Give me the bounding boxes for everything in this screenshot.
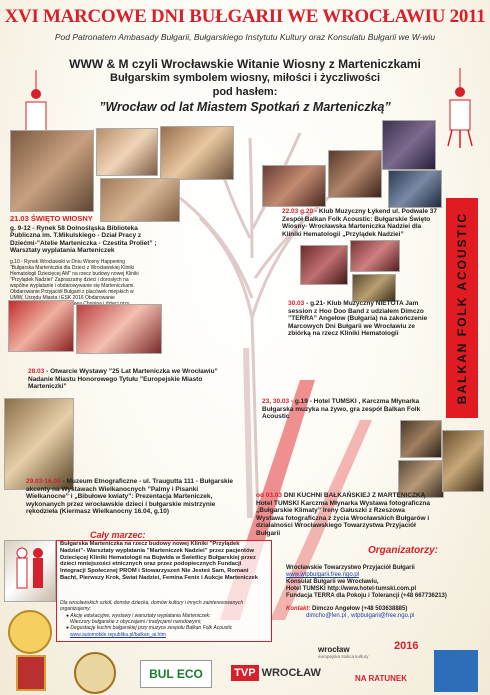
event-30-03-date: 30.03 xyxy=(288,300,305,307)
month-bullet-2-text: Degustację kuchni bułgarskiej przy muzyce zespołu Balkan Folk Acoustic xyxy=(70,625,233,631)
contact-label: Kontakt: xyxy=(286,606,311,612)
photo-children-1 xyxy=(8,300,74,352)
event-23-30-03-body: - g.19 - Hotel TUMSKI , Karczma Młynarka Bułgarska muzyka na żywo, gra zespół Balkan Folk Acoustic xyxy=(262,398,421,420)
photo-hotel-3 xyxy=(442,430,484,492)
event-30-03-body: - g.21- Klub Muzyczny NIETOTA Jam session z Hoo Doo Band z udziałem Dimczo ”TERRA” Angełow (Bułgaria) na zakończenie Marcowych Dni Bułgarii we Wrocławiu ze zbiórką na rzecz Kliniki Hematologii xyxy=(288,300,428,337)
event-od-03-03 xyxy=(256,492,431,537)
event-21-03-body: g. 9-12 - Rynek 58 Dolnośląska Biblioteka Publiczna im. T.Mikulskiego - Dział Pracy z Dziećmi-”Atelie Marteniczka - Czestita Proliet” ; Warsztaty wyplatania Marteniczek xyxy=(10,224,157,254)
month-heading: Cały marzec: xyxy=(90,530,146,540)
photo-children-2 xyxy=(76,304,162,354)
event-22-03-body: - Klub Muzyczny Łykend ul. Podwale 37 Zespół Balkan Folk Acoustic: Bułgarskie Święto Wiosny- Wrocławska Marteniczka Nadziei dla Kliniki Hematologii „Przylądek Nadziei” xyxy=(282,208,437,238)
event-21-03 xyxy=(10,215,160,313)
contact-email[interactable]: dimcho@fen.pl , wtpbulgarii@free.ngo.pl xyxy=(306,613,415,619)
na-ratunek-text: NA RATUNEK xyxy=(355,673,407,683)
month-invite: Dla wrocławskich szkół, domów dziecka, domów kultury i innych zainteresowanych organizujemy: xyxy=(60,600,244,612)
event-23-30-03 xyxy=(262,398,432,421)
photo-band-1 xyxy=(382,120,436,170)
photo-band-2 xyxy=(328,150,382,198)
month-bullet-1: ● Akcje edukacyjne, wystawy i warsztaty wyplatania Marteniczek: xyxy=(66,613,211,619)
event-29-03-16-04-date: 29.03-16.04 xyxy=(26,478,61,485)
photo-workshop-1 xyxy=(10,130,94,212)
organizer-3: Hotel TUMSKI http://www.hotel-tumski.com.pl xyxy=(286,586,417,592)
photo-band-4 xyxy=(388,170,442,208)
headline-symbol: Bułgarskim symbolem wiosny, miłości i życzliwości xyxy=(110,72,380,84)
month-bullet-1b-text: Wieczory bułgarskie z obyczajami i tradycjami narodowymi; xyxy=(70,619,202,625)
event-od-03-03-date: od 03.03 xyxy=(256,492,283,499)
organizer-4: Fundacja TERRA dla Pokoju i Tolerancji (+48 667736213) xyxy=(286,593,447,599)
patronage-text: Pod Patronatem Ambasady Bułgarii, Bułgarskiego Instytutu Kultury oraz Konsulatu Bułgarii we W-wiu xyxy=(54,32,436,42)
event-29-03-16-04 xyxy=(26,478,236,516)
bulgarian-crest-logo xyxy=(74,652,116,694)
wroclaw-sub: europejska stolica kultury xyxy=(318,654,369,659)
balkan-folk-acoustic-banner xyxy=(446,198,478,418)
event-21-03-date: 21.03 ŚWIĘTO WIOSNY xyxy=(10,214,93,223)
headline-www: WWW & M czyli Wrocławskie Witanie Wiosny z Marteniczkami xyxy=(69,57,421,71)
event-28-03 xyxy=(28,368,228,391)
photo-concert-3 xyxy=(352,274,396,302)
event-29-03-16-04-body: - Muzeum Etnograficzne - ul. Traugutta 111 - Bułgarskie akcenty na Wystawach Wielkanocnych ”Palmy i Pisanki Wielkanocne” i „Bibułowe kwiaty”: Prezentacja Marteniczek, wykonanych przez wrocławskie dzieci i bułgarskie mistrzynie rękodzieła (Kiermasz Wielkanocny 16.04, g.10) xyxy=(26,478,233,515)
event-23-30-03-date: 23, 30.03 xyxy=(262,398,290,405)
hospital-logo xyxy=(434,650,478,692)
photo-hotel-1 xyxy=(400,420,442,458)
tvp-city: WROCŁAW xyxy=(261,667,321,679)
tvp-text: TVP xyxy=(231,665,258,681)
photo-band-3 xyxy=(262,165,326,207)
organizer-1: Wrocławskie Towarzystwo Przyjaciół Bułgarii xyxy=(286,565,415,571)
headline-motto-label: pod hasłem: xyxy=(212,86,278,98)
banner-text: BALKAN FOLK ACOUSTIC xyxy=(455,211,469,405)
bul-eco-text: BUL ECO xyxy=(149,667,203,681)
event-30-03 xyxy=(288,300,438,338)
wroclaw-text: wrocław xyxy=(318,645,350,654)
na-ratunek-logo xyxy=(346,668,416,688)
month-bullet-1-text: Akcje edukacyjne, wystawy i warsztaty wyplatania Marteniczek: xyxy=(70,613,211,619)
event-28-03-date: 28.03 xyxy=(28,368,45,375)
slogan: ”Wrocław od lat Miastem Spotkań z Marteniczką” xyxy=(99,100,391,114)
poster-title: XVI MARCOWE DNI BUŁGARII WE WROCŁAWIU 2011 xyxy=(4,6,486,27)
month-body: Bułgarska Marteniczka na rzecz budowy nowej Kliniki ”Przylądek Nadziei”- Warsztaty wyplatania ”Marteniczek Nadziei” przez pacjentów Dziecięcej Kliniki Hematologii na Bujwida w Świetlicy Bułgarskiej przez dzieci mniejszości etnicznych oraz przez podopiecznych Fundacji Integracji Społecznej PROM i Stowarzyszeń Nie Jesteś Sam, Romani Bacht, Pierwszy Krok, Świat Nadziei, Femina Fenix i Aukcje Marteniczek xyxy=(60,541,258,581)
photo-workshop-3 xyxy=(160,126,234,180)
bul-eco-logo xyxy=(140,660,212,688)
event-22-03 xyxy=(282,208,442,238)
year-2016: 2016 xyxy=(394,640,419,652)
event-od-03-03-body: DNI KUCHNI BAŁKAŃSKIEJ Z MARTENICZKĄ Hotel TUMSKI Karczma Młynarka Wystawa fotograficzna „Bułgarskie Klimaty” Ireny Gałuszki z Rzeszowa Wystawa fotograficzna z życia Wrocławskich Bułgarów i działalności Wrocławskiego Towarzystwa Przyjaciół Bułgarii xyxy=(256,492,430,537)
organizer-2: Konsulat Bułgarii we Wrocławiu, xyxy=(286,579,379,585)
month-link[interactable]: www.automobile.republika.pl/balkan_ai.htm xyxy=(70,632,166,638)
photo-concert-2 xyxy=(350,240,400,272)
crest-logo xyxy=(8,610,52,654)
tvp-logo xyxy=(232,662,320,684)
coat-of-arms-logo xyxy=(16,655,46,691)
photo-concert-1 xyxy=(300,245,348,285)
event-22-03-date: 22.03 g.20 xyxy=(282,208,314,215)
martenitsa-dolls-icon xyxy=(10,545,50,595)
event-21-03-details: g.10 - Rynek Wrocławski w Dniu Wiosny Happening ”Bułgarska Marteniczka dla Dzieci z Wrocławskiej Kliniki Hematologii Dziecięcej AM” na rzecz budowy nowej Kliniki ”Przylądek Nadziei” Zapraszamy dzieci i dorosłych na wspólne wyplatanie i obdarowywanie się Marteniczkami. Obdarowanie Przyjaciół Bułgarii z placówek miejskich w UMW, Urzędu Miasta i ESK 2016 Obdarowanie Orawa xyxy=(10,258,139,307)
event-28-03-body: - Otwarcie Wystawy ”25 Lat Marteniczka we Wrocławiu” Nadanie Miastu Honorowego Tytułu ”Europejskie Miasto Marteniczki” xyxy=(28,368,218,390)
photo-exhibition xyxy=(4,398,74,490)
contact-phone: Dimczo Angełow (+48 503638885) xyxy=(312,606,408,612)
organizer-1-link[interactable]: www.wtpbulgarii.free.ngo.pl xyxy=(286,572,360,578)
organizers-heading: Organizatorzy: xyxy=(368,545,439,556)
photo-workshop-2 xyxy=(96,128,158,176)
month-bullet-2: ● Degustację kuchni bułgarskiej przy muzyce zespołu Balkan Folk Acoustic xyxy=(66,625,233,631)
